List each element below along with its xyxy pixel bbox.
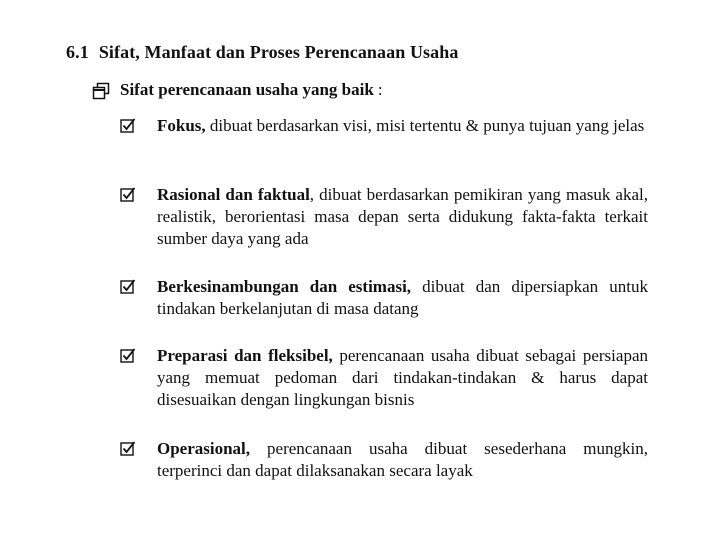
checkbox-checked-icon: [120, 187, 136, 203]
checkbox-checked-icon: [120, 279, 136, 295]
item-term: Operasional,: [157, 439, 251, 458]
checkbox-checked-icon: [120, 118, 136, 134]
item-term: Preparasi dan fleksibel,: [157, 346, 333, 365]
subheading-colon: :: [377, 80, 383, 99]
list-item: [120, 345, 648, 411]
subheading: [92, 80, 383, 100]
item-description: dibuat berdasarkan visi, misi tertentu & punya tujuan yang jelas: [205, 116, 645, 135]
list-item-text: [157, 438, 648, 482]
list-item-text: [157, 115, 648, 137]
copy-icon: [92, 82, 110, 100]
checkbox-checked-icon: [120, 348, 136, 364]
section-title-text: Sifat, Manfaat dan Proses Perencanaan Usaha: [98, 42, 459, 62]
item-description: perencanaan usaha dibuat sesederhana mungkin, terperinci dan dapat dilaksanakan secara layak: [157, 439, 648, 480]
item-term: Fokus,: [157, 116, 206, 135]
list-item: [120, 184, 648, 250]
item-term: Berkesinambungan dan estimasi,: [157, 277, 412, 296]
page-title: [66, 42, 458, 63]
checkbox-checked-icon: [120, 441, 136, 457]
item-description: , dibuat berdasarkan pemikiran yang masuk akal, realistik, berorientasi masa depan serta didukung fakta-fakta terkait sumber daya yang ada: [157, 185, 648, 248]
list-item: [120, 276, 648, 320]
list-item-text: [157, 184, 648, 250]
item-term: Rasional dan faktual: [157, 185, 310, 204]
subheading-text: Sifat perencanaan usaha yang baik: [120, 80, 374, 99]
section-number: 6.1: [66, 42, 89, 62]
item-description: dibuat dan dipersiapkan untuk tindakan berkelanjutan di masa datang: [157, 277, 648, 318]
list-item-text: [157, 345, 648, 411]
item-description: perencanaan usaha dibuat sebagai persiapan yang memuat pedoman dari tindakan-tindakan & harus dapat disesuaikan dengan lingkungan bisnis: [157, 346, 648, 409]
list-item: [120, 115, 648, 137]
list-item: [120, 438, 648, 482]
list-item-text: [157, 276, 648, 320]
